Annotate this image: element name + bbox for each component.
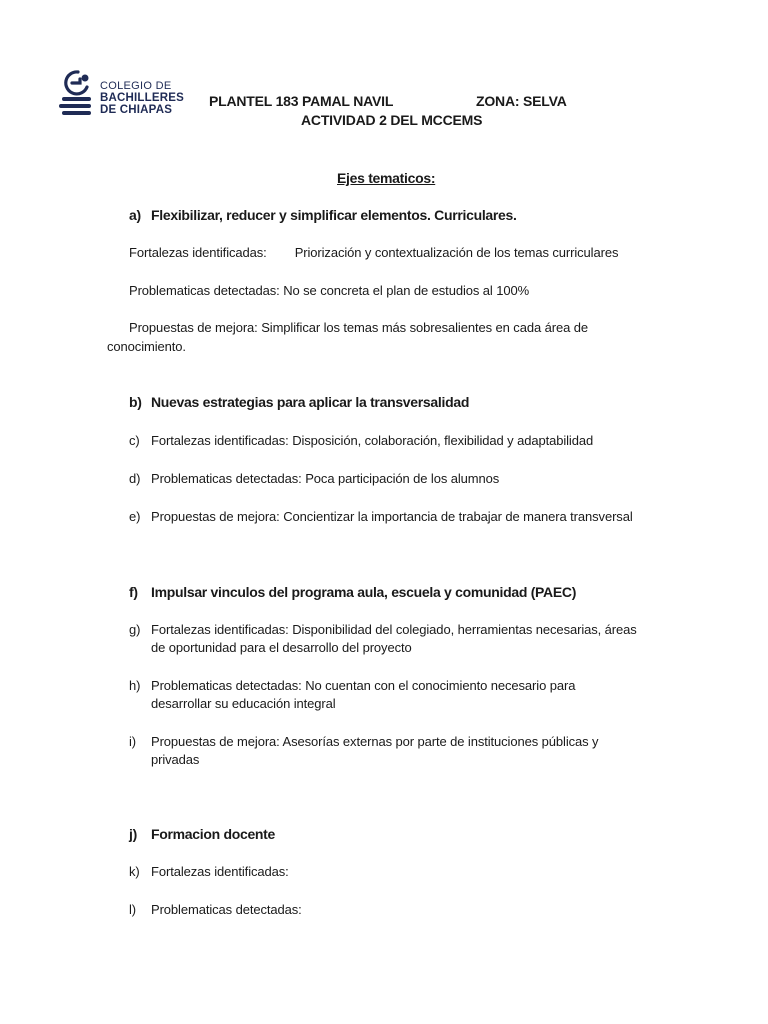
section-heading: [129, 207, 517, 223]
problematicas-value: No se concreta el plan de estudios al 100%: [283, 283, 530, 298]
section-heading: [129, 394, 469, 410]
colegio-de-bachilleres-logo-icon: [58, 66, 98, 118]
propuestas-row: [129, 320, 588, 335]
item-value: Disponibilidad del colegiado, herramientas necesarias, áreas: [292, 622, 637, 637]
fortalezas-label: Fortalezas identificadas:: [129, 245, 267, 260]
plantel-heading: PLANTEL 183 PAMAL NAVIL: [209, 93, 394, 109]
item-marker: i): [129, 734, 137, 749]
list-item: [129, 471, 499, 486]
propuestas-value-continued: conocimiento.: [107, 339, 186, 354]
item-value: Concientizar la importancia de trabajar de manera transversal: [283, 509, 633, 524]
list-item: [129, 902, 302, 917]
section-title: Flexibilizar, reducer y simplificar elementos. Curriculares.: [151, 207, 517, 223]
item-marker: g): [129, 622, 141, 637]
section-title: Nuevas estrategias para aplicar la transversalidad: [151, 394, 470, 410]
item-value: Asesorías externas por parte de instituciones públicas y: [282, 734, 599, 749]
section-heading: [129, 584, 576, 600]
fortalezas-value: Priorización y contextualización de los temas curriculares: [294, 245, 619, 260]
logo-line-2: BACHILLERES: [100, 92, 184, 104]
section-heading: [129, 826, 275, 842]
item-label: Fortalezas identificadas:: [151, 864, 289, 879]
item-value-continued: privadas: [151, 752, 200, 767]
item-value: No cuentan con el conocimiento necesario para: [305, 678, 576, 693]
section-marker: a): [129, 207, 141, 223]
item-marker: l): [129, 902, 137, 917]
item-marker: d): [129, 471, 141, 486]
fortalezas-row: [129, 245, 618, 260]
item-value: Poca participación de los alumnos: [305, 471, 500, 486]
logo-line-1: COLEGIO DE: [100, 80, 172, 92]
logo-text: [100, 80, 184, 116]
item-value-continued: de oportunidad para el desarrollo del proyecto: [151, 640, 412, 655]
item-label: Problematicas detectadas:: [151, 678, 302, 693]
item-marker: e): [129, 509, 141, 524]
problematicas-row: [129, 283, 529, 298]
list-item: [129, 622, 637, 637]
section-title: Impulsar vinculos del programa aula, escuela y comunidad (PAEC): [151, 584, 577, 600]
propuestas-value: Simplificar los temas más sobresalientes en cada área de: [261, 320, 589, 335]
item-label: Fortalezas identificadas:: [151, 433, 289, 448]
item-marker: k): [129, 864, 140, 879]
propuestas-label: Propuestas de mejora:: [129, 320, 258, 335]
list-item: [129, 509, 633, 524]
list-item: [129, 678, 575, 693]
zona-heading: ZONA: SELVA: [476, 93, 567, 109]
list-item: [129, 734, 598, 749]
item-value: Disposición, colaboración, flexibilidad y adaptabilidad: [292, 433, 594, 448]
problematicas-label: Problematicas detectadas:: [129, 283, 280, 298]
section-marker: j): [129, 826, 137, 842]
item-value-continued: desarrollar su educación integral: [151, 696, 336, 711]
item-label: Fortalezas identificadas:: [151, 622, 289, 637]
document-title: Ejes tematicos:: [337, 170, 436, 186]
item-marker: c): [129, 433, 140, 448]
logo-line-3: DE CHIAPAS: [100, 104, 173, 116]
section-title: Formacion docente: [151, 826, 276, 842]
item-label: Propuestas de mejora:: [151, 509, 280, 524]
actividad-heading: ACTIVIDAD 2 DEL MCCEMS: [301, 112, 483, 128]
item-marker: h): [129, 678, 141, 693]
list-item: [129, 433, 593, 448]
section-marker: f): [129, 584, 138, 600]
item-label: Propuestas de mejora:: [151, 734, 280, 749]
item-label: Problematicas detectadas:: [151, 902, 302, 917]
list-item: [129, 864, 289, 879]
section-marker: b): [129, 394, 142, 410]
item-label: Problematicas detectadas:: [151, 471, 302, 486]
